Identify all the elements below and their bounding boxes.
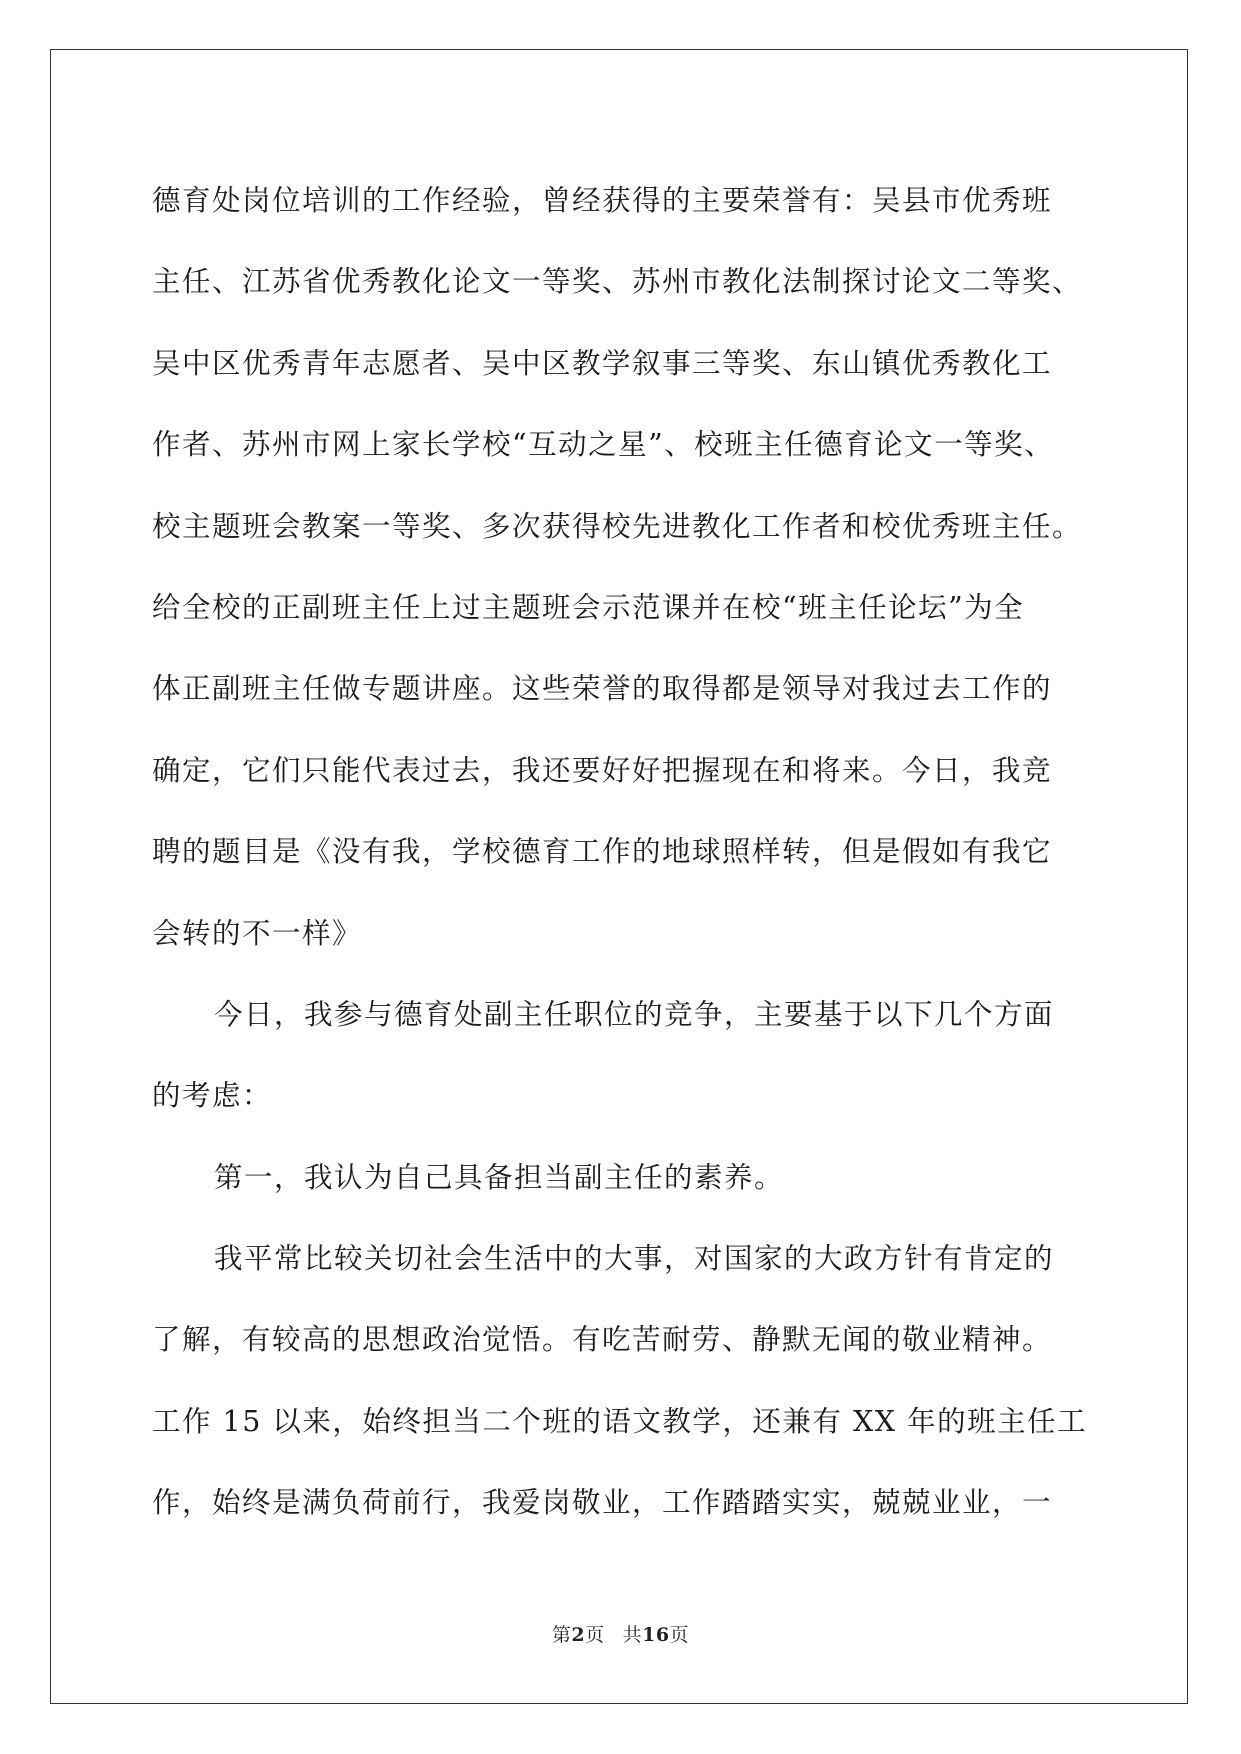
footer-page-suffix: 页 (585, 1624, 605, 1646)
text-line: 确定，它们只能代表过去，我还要好好把握现在和将来。今日，我竞 (152, 753, 1053, 787)
text-line: 第一，我认为自己具备担当副主任的素养。 (214, 1160, 785, 1194)
page-footer (0, 1620, 1241, 1647)
text-line: 的考虑： (152, 1079, 273, 1113)
text-line: 作者、苏州市网上家长学校“互动之星”、校班主任德育论文一等奖、 (152, 428, 1055, 462)
text-line: 给全校的正副班主任上过主题班会示范课并在校“班主任论坛”为全 (152, 590, 1025, 624)
footer-total-pages: 16 (642, 1624, 670, 1646)
text-line: 了解，有较高的思想政治觉悟。有吃苦耐劳、静默无闻的敬业精神。 (152, 1323, 1053, 1357)
footer-total-suffix: 页 (669, 1624, 690, 1646)
text-line: 会转的不一样》 (152, 916, 363, 950)
text-line: 今日，我参与德育处副主任职位的竞争，主要基于以下几个方面 (214, 997, 1055, 1031)
document-body (152, 160, 1092, 1544)
text-line: 主任、江苏省优秀教化论文一等奖、苏州市教化法制探讨论文二等奖、 (152, 265, 1083, 299)
text-line: 校主题班会教案一等奖、多次获得校先进教化工作者和校优秀班主任。 (152, 509, 1083, 543)
text-line: 我平常比较关切社会生活中的大事，对国家的大政方针有肯定的 (214, 1242, 1055, 1276)
text-line: 工作 15 以来，始终担当二个班的语文教学，还兼有 XX 年的班主任工 (152, 1404, 1088, 1438)
footer-page-number: 2 (571, 1624, 586, 1646)
text-line: 作，始终是满负荷前行，我爱岗敬业，工作踏踏实实，兢兢业业，一 (152, 1486, 1053, 1520)
text-line: 德育处岗位培训的工作经验，曾经获得的主要荣誉有：吴县市优秀班 (152, 184, 1053, 217)
text-line: 吴中区优秀青年志愿者、吴中区教学叙事三等奖、东山镇优秀教化工 (152, 346, 1053, 380)
footer-total-prefix: 共 (622, 1624, 643, 1646)
text-line: 体正副班主任做专题讲座。这些荣誉的取得都是领导对我过去工作的 (152, 672, 1053, 706)
text-line: 聘的题目是《没有我，学校德育工作的地球照样转，但是假如有我它 (152, 835, 1053, 869)
footer-prefix: 第 (551, 1624, 572, 1646)
